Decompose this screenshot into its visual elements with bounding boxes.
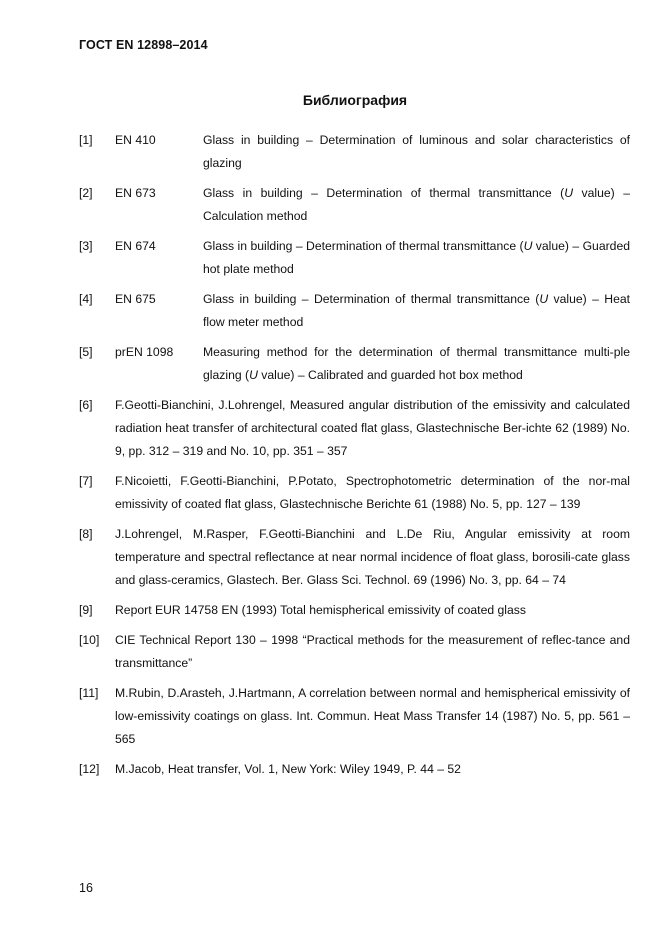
bibliography-entry [79,758,630,781]
page-title: Библиография [302,92,408,108]
entry-number: [8] [79,527,93,541]
bibliography-entry [79,629,630,675]
entry-text: Glass in building – Determination of thermal transmittance (U value) – Guarded hot plate method [203,239,631,276]
bibliography-list [79,129,630,788]
entry-number: [10] [79,633,100,647]
entry-number: [3] [79,239,93,253]
bibliography-entry [79,182,630,228]
entry-number: [2] [79,186,93,200]
entry-text: M.Jacob, Heat transfer, Vol. 1, New York: Wiley 1949, P. 44 – 52 [115,762,461,776]
entry-code: EN 410 [115,133,156,147]
entry-text: Glass in building – Determination of thermal transmittance (U value) – Calculation method [203,186,630,223]
bibliography-entry [79,235,630,281]
bibliography-entry [79,470,630,516]
entry-text: Glass in building – Determination of luminous and solar characteristics of glazing [203,133,630,170]
entry-number: [11] [79,686,99,700]
document-header: ГОСТ EN 12898–2014 [79,38,208,52]
entry-code: EN 674 [115,239,156,253]
bibliography-entry [79,129,630,175]
bibliography-entry [79,288,630,334]
entry-number: [1] [79,133,93,147]
bibliography-entry [79,682,630,751]
entry-text: CIE Technical Report 130 – 1998 “Practical methods for the measurement of reflec-tance and transmittance” [115,633,630,670]
entry-text: M.Rubin, D.Arasteh, J.Hartmann, A correlation between normal and hemispherical emissivity of low-emissivity coatings on glass. Int. Commun. Heat Mass Transfer 14 (1987) No. 5, pp. 561 – 565 [115,686,630,746]
entry-number: [12] [79,762,100,776]
entry-text: F.Geotti-Bianchini, J.Lohrengel, Measured angular distribution of the emissivity and calculated radiation heat transfer of architectural coated flat glass, Glastechnische Ber-ichte 62 (1989) No. 9, pp. 312 – 319 and No. 10, pp. 351 – 357 [115,398,630,458]
entry-code: EN 673 [115,186,156,200]
entry-number: [5] [79,345,93,359]
entry-text: Measuring method for the determination of thermal transmittance multi-ple glazing (U value) – Calibrated and guarded hot box method [203,345,630,382]
entry-text: F.Nicoietti, F.Geotti-Bianchini, P.Potato, Spectrophotometric determination of the nor-mal emissivity of coated flat glass, Glastechnische Berichte 61 (1988) No. 5, pp. 127 – 139 [115,474,630,511]
bibliography-entry [79,394,630,463]
entry-text: J.Lohrengel, M.Rasper, F.Geotti-Bianchini and L.De Riu, Angular emissivity at room temperature and spectral reflectance at near normal incidence of float glass, borosili-cate glass and glass-ceramics, Glastech. Ber. Glass Sci. Technol. 69 (1996) No. 3, pp. 64 – 74 [115,527,630,587]
bibliography-entry [79,341,630,387]
entry-code: prEN 1098 [115,345,174,359]
bibliography-entry [79,523,630,592]
entry-text: Glass in building – Determination of thermal transmittance (U value) – Heat flow meter method [203,292,631,329]
entry-number: [4] [79,292,93,306]
entry-number: [6] [79,398,93,412]
entry-number: [9] [79,603,93,617]
page-number: 16 [79,881,93,895]
entry-text: Report EUR 14758 EN (1993) Total hemispherical emissivity of coated glass [115,603,526,617]
entry-code: EN 675 [115,292,156,306]
entry-number: [7] [79,474,93,488]
bibliography-entry [79,599,630,622]
